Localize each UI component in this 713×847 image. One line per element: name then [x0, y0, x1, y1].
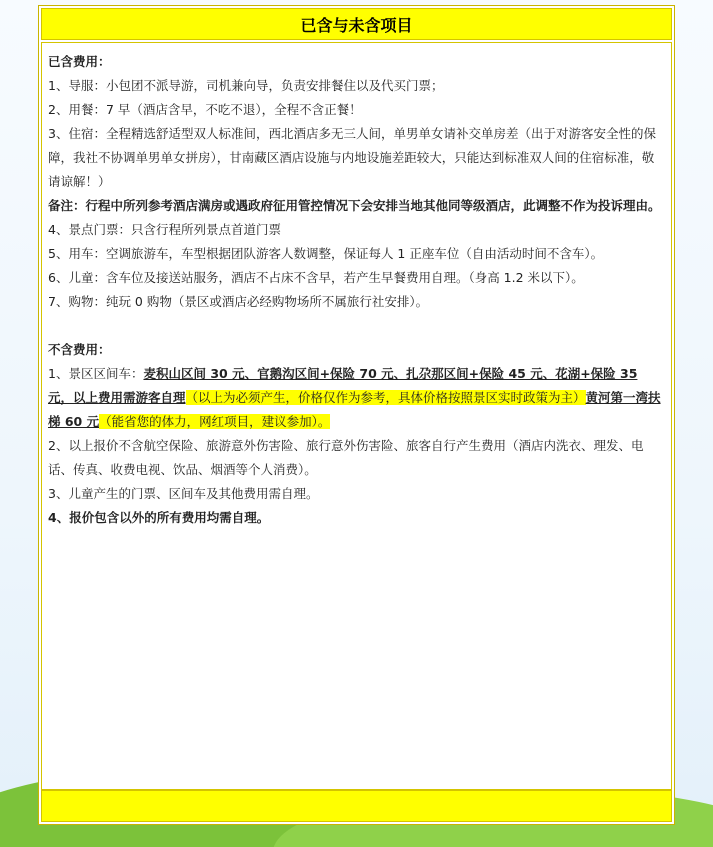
- elevator-tip: （能省您的体力，网红项目，建议参加）。: [99, 414, 331, 429]
- included-item-guide: 1、导服：小包团不派导游，司机兼向导，负责安排餐住以及代买门票；: [48, 78, 444, 93]
- shuttle-price-note: （以上为必须产生，价格仅作为参考，具体价格按照景区实时政策为主）: [185, 390, 586, 405]
- excluded-item-insurance: 2、以上报价不含航空保险、旅游意外伤害险、旅行意外伤害险、旅客自行产生费用（酒店内洗衣、理发、电话、传真、收费电视、饮品、烟酒等个人消费）。: [48, 438, 644, 477]
- excluded-heading: 不含费用：: [48, 342, 111, 357]
- shuttle-fees: 麦积山区间 30 元、官鹅沟区间+保险 70 元、扎尕那区间+保险 45 元、花湖+保险 35 元，以上费用需游客自理: [48, 366, 638, 405]
- panel-footer-bar: [41, 790, 672, 822]
- included-item-vehicle: 5、用车：空调旅游车，车型根据团队游客人数调整，保证每人 1 正座车位（自由活动时间不含车）。: [48, 246, 604, 261]
- elevator-fee: 黄河第一湾扶梯 60 元: [48, 390, 661, 429]
- excluded-item-other: 4、报价包含以外的所有费用均需自理。: [48, 510, 270, 525]
- excluded-item-shuttle: [48, 362, 665, 434]
- included-item-tickets: 4、景点门票：只含行程所列景点首道门票: [48, 222, 281, 237]
- section-spacer: [48, 314, 665, 338]
- inclusion-panel: [38, 5, 675, 825]
- included-item-meals: 2、用餐：7 早（酒店含早，不吃不退），全程不含正餐！: [48, 102, 362, 117]
- excluded-item-shuttle-prefix: 1、景区区间车：: [48, 366, 144, 381]
- panel-content: [41, 42, 672, 790]
- included-item-lodging: 3、住宿：全程精选舒适型双人标准间，西北酒店多无三人间，单男单女请补交单房差（出于对游客安全性的保障，我社不协调单男单女拼房），甘南藏区酒店设施与内地设施差距较大，只能达到标准双人间的住宿标准，敬请谅解！）: [48, 126, 656, 189]
- included-item-children: 6、儿童：含车位及接送站服务，酒店不占床不含早，若产生早餐费用自理。（身高 1.2 米以下）。: [48, 270, 584, 285]
- excluded-item-children: 3、儿童产生的门票、区间车及其他费用需自理。: [48, 486, 319, 501]
- panel-title: 已含与未含项目: [41, 8, 672, 40]
- included-note: 备注：行程中所列参考酒店满房或遇政府征用管控情况下会安排当地其他同等级酒店，此调整不作为投诉理由。: [48, 198, 661, 213]
- included-heading: 已含费用：: [48, 54, 111, 69]
- included-item-shopping: 7、购物：纯玩 0 购物（景区或酒店必经购物场所不属旅行社安排）。: [48, 294, 429, 309]
